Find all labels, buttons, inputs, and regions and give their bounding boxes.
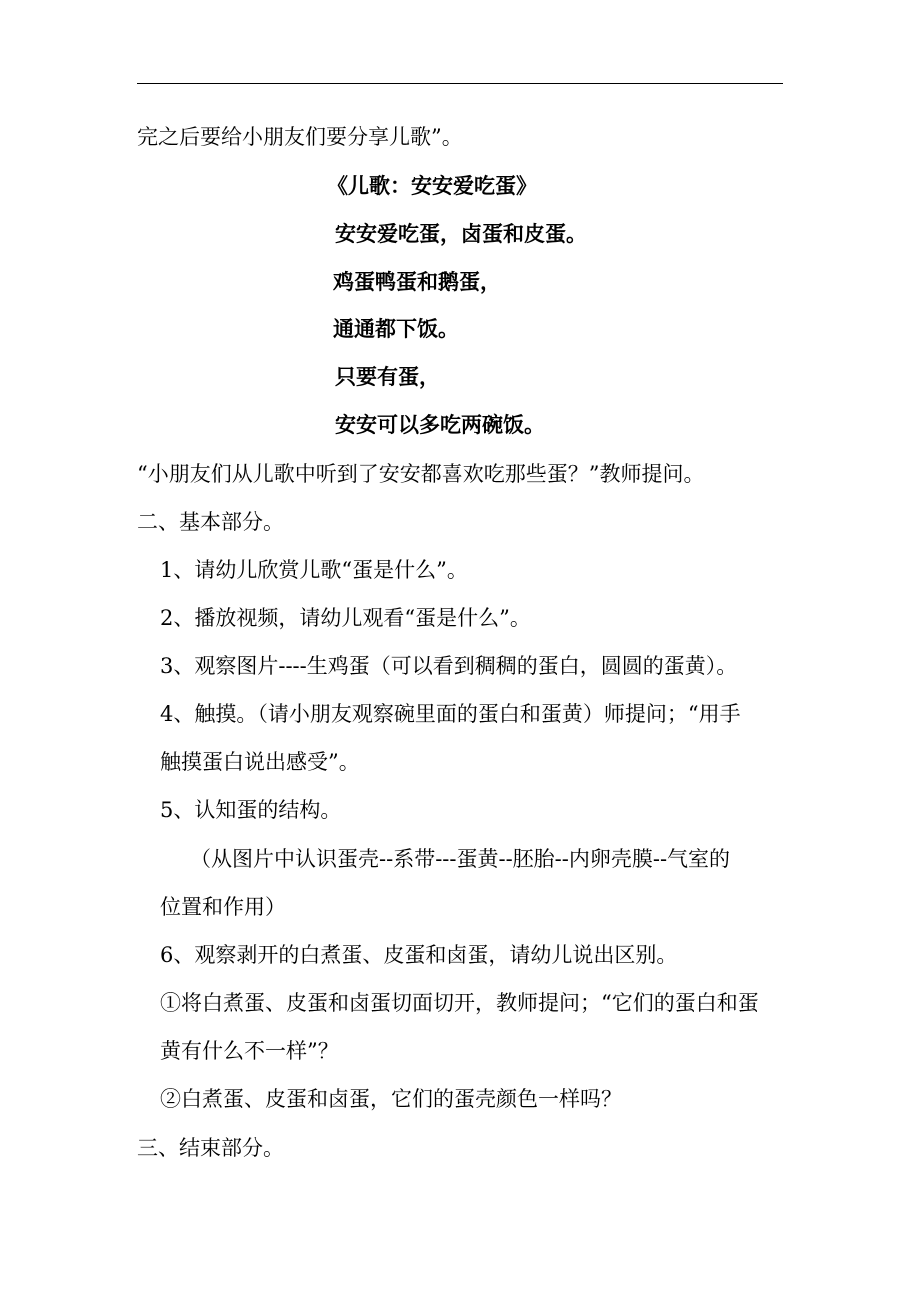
step-4-continued: 触摸蛋白说出感受”。 bbox=[160, 750, 360, 774]
step-6-item-1-continued: 黄有什么不一样”？ bbox=[160, 1039, 339, 1063]
step-4: 4、触摸。（请小朋友观察碗里面的蛋白和蛋黄）师提问；“用手 bbox=[160, 702, 741, 726]
song-line-1: 安安爱吃蛋，卤蛋和皮蛋。 bbox=[335, 221, 587, 246]
step-5-detail-continued: 位置和作用） bbox=[160, 895, 286, 919]
step-1: 1、请幼儿欣赏儿歌“蛋是什么”。 bbox=[160, 558, 468, 582]
song-title: 《儿歌：安安爱吃蛋》 bbox=[327, 173, 537, 198]
teacher-question: “小朋友们从儿歌中听到了安安都喜欢吃那些蛋？”教师提问。 bbox=[137, 462, 705, 486]
step-5-detail: （从图片中认识蛋壳--系带---蛋黄--胚胎--内卵壳膜--气室的 bbox=[190, 847, 731, 871]
header-rule bbox=[137, 83, 783, 84]
section-heading-end: 三、结束部分。 bbox=[137, 1136, 284, 1160]
step-5: 5、认知蛋的结构。 bbox=[160, 798, 342, 822]
step-6-item-1: ①将白煮蛋、皮蛋和卤蛋切面切开，教师提问；“它们的蛋白和蛋 bbox=[160, 991, 759, 1015]
step-2: 2、播放视频，请幼儿观看“蛋是什么”。 bbox=[160, 606, 531, 630]
song-line-3: 通通都下饭。 bbox=[333, 316, 459, 341]
step-3: 3、观察图片----生鸡蛋（可以看到稠稠的蛋白，圆圆的蛋黄）。 bbox=[160, 654, 738, 678]
song-line-2: 鸡蛋鸭蛋和鹅蛋， bbox=[333, 269, 501, 294]
text-line-intro: 完之后要给小朋友们要分享儿歌”。 bbox=[137, 125, 463, 149]
step-6-item-2: ②白煮蛋、皮蛋和卤蛋，它们的蛋壳颜色一样吗？ bbox=[160, 1087, 622, 1111]
song-line-4: 只要有蛋， bbox=[335, 364, 440, 389]
section-heading-basic: 二、基本部分。 bbox=[137, 510, 284, 534]
step-6: 6、观察剥开的白煮蛋、皮蛋和卤蛋，请幼儿说出区别。 bbox=[160, 943, 678, 967]
song-line-5: 安安可以多吃两碗饭。 bbox=[335, 412, 545, 437]
